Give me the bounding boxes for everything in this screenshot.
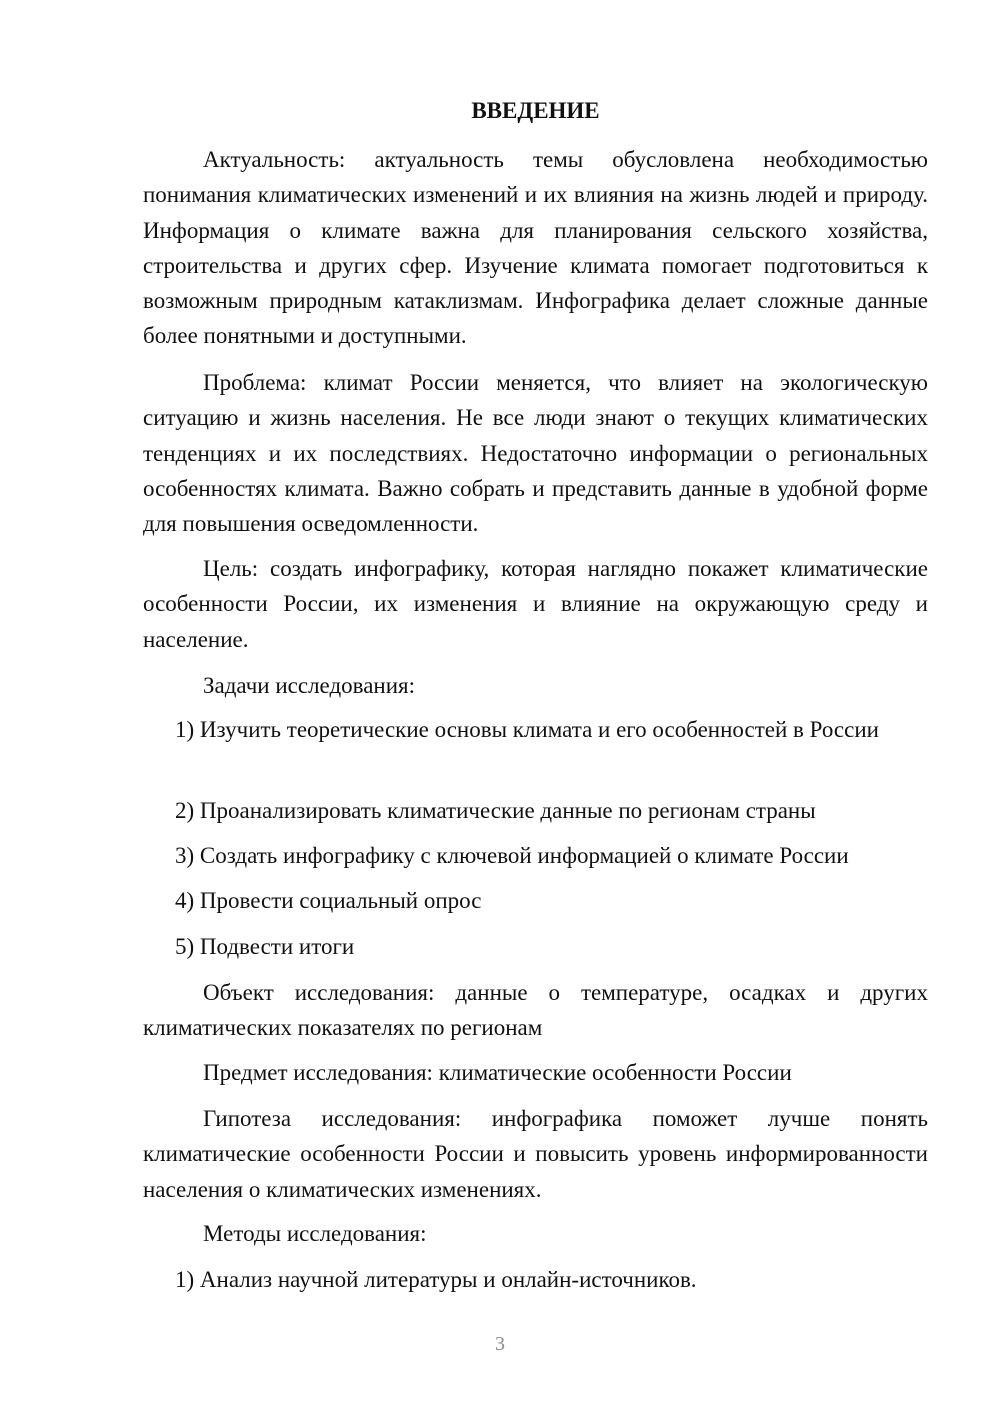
relevance-paragraph: Актуальность: актуальность темы обусловлена необходимостью понимания климатических изменений и их влияния на жизнь людей и природу. Информация о климате важна для планирования сельского хозяйства, строительства и других сфер. Изучение климата помогает подготовиться к возможным природным катаклизмам. Инфографика делает сложные данные более понятными и доступными. <box>143 147 928 349</box>
page-number: 3 <box>495 1333 505 1355</box>
subject-paragraph: Предмет исследования: климатические особенности России <box>203 1060 792 1085</box>
task-item-4: 4) Провести социальный опрос <box>175 888 482 913</box>
methods-heading: Методы исследования: <box>203 1221 427 1246</box>
task-item-1: 1) Изучить теоретические основы климата и его особенностей в России <box>175 717 879 742</box>
hypothesis-paragraph: Гипотеза исследования: инфографика поможет лучше понять климатические особенности России и повысить уровень информированности населения о климатических изменениях. <box>143 1106 928 1202</box>
object-paragraph: Объект исследования: данные о температуре, осадках и других климатических показателях по регионам <box>143 980 928 1041</box>
goal-paragraph: Цель: создать инфографику, которая наглядно покажет климатические особенности России, их изменения и влияние на окружающую среду и население. <box>143 556 928 652</box>
task-item-2: 2) Проанализировать климатические данные по регионам страны <box>175 798 816 823</box>
tasks-heading: Задачи исследования: <box>203 673 416 698</box>
task-item-3: 3) Создать инфографику с ключевой информацией о климате России <box>175 843 849 868</box>
task-item-5: 5) Подвести итоги <box>175 934 355 959</box>
method-item-1: 1) Анализ научной литературы и онлайн-источников. <box>175 1267 697 1292</box>
page-title: ВВЕДЕНИЕ <box>471 98 600 123</box>
problem-paragraph: Проблема: климат России меняется, что влияет на экологическую ситуацию и жизнь населения. Не все люди знают о текущих климатических тенденциях и их последствиях. Недостаточно информации о региональных особенностях климата. Важно собрать и представить данные в удобной форме для повышения осведомленности. <box>143 370 928 537</box>
